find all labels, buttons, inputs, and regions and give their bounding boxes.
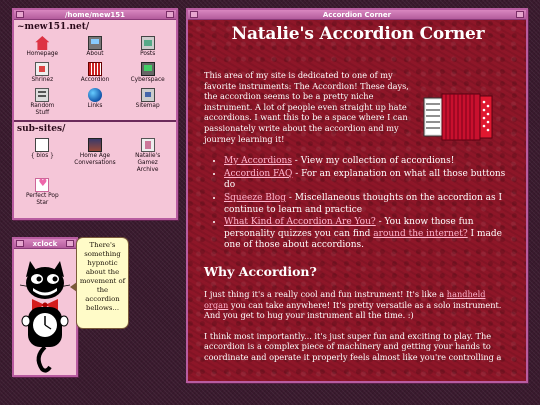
shortcut-links[interactable]: [69, 88, 122, 117]
shortcut-label: Cyberspace: [130, 77, 165, 83]
shortcut-random-stuff[interactable]: [16, 88, 69, 117]
xclock-body: [14, 249, 76, 375]
shortcut-label: Random Stuff: [30, 103, 55, 116]
shortcut-label: Sitemap: [135, 103, 160, 109]
posts-icon: [141, 36, 155, 50]
list-item: [224, 193, 512, 216]
shortcut-posts[interactable]: [121, 36, 174, 58]
window-maximize-button[interactable]: [66, 240, 74, 247]
subsite-icon-grid: [14, 136, 176, 206]
shortcut-about[interactable]: [69, 36, 122, 58]
window-maximize-button[interactable]: [166, 11, 174, 18]
shortcut-cyberspace[interactable]: [121, 62, 174, 84]
around-the-internet-link[interactable]: around the internet?: [373, 228, 468, 239]
window-menu-button[interactable]: [190, 11, 198, 18]
list-item: [224, 169, 512, 192]
list-item-text: I made one of those about accordions.: [224, 228, 502, 251]
list-item: [224, 156, 512, 168]
intro-paragraph: This area of my site is dedicated to one of my favorite instruments: The Accordion! These days, the accordion seems to be a pretty niche instrument. A lot of people even straight up hate accordions. I want this to be a space where I can passionately write about the accordion and my journey learning it!: [204, 70, 409, 144]
home-age-icon: [88, 138, 102, 152]
shrine-icon: [35, 62, 49, 76]
main-window-title: Accordion Corner: [322, 11, 392, 19]
cat-clock-icon: [16, 255, 74, 375]
accordion-links-list: [224, 156, 512, 252]
shortcut-bios[interactable]: [16, 138, 69, 174]
xclock-title: xclock: [32, 240, 58, 248]
why-paragraph-1: [204, 289, 512, 321]
shortcut-label: { bios }: [30, 153, 54, 159]
speech-bubble: There's something hypnotic about the movement of the accordion bellows...: [76, 237, 129, 329]
window-menu-button[interactable]: [16, 240, 24, 247]
computer-icon: [88, 36, 102, 50]
window-maximize-button[interactable]: [516, 11, 524, 18]
shortcut-label: Shrinez: [31, 77, 54, 83]
main-content[interactable]: [188, 20, 526, 381]
section-heading-home: ~mew151.net/: [17, 22, 90, 32]
section-heading-subsites: sub-sites/: [17, 124, 66, 134]
list-item-text: - You know those fun personality quizzes you can find: [224, 217, 474, 239]
list-item-text: - For an explanation on what all those buttons do: [224, 168, 506, 191]
shortcut-homepage[interactable]: [16, 36, 69, 58]
why-accordion-heading: Why Accordion?: [204, 263, 317, 279]
squeeze-blog-link[interactable]: Squeeze Blog: [224, 192, 286, 203]
files-window: [12, 8, 178, 220]
paragraph-text: I just thing it's a really cool and fun instrument! It's like a: [204, 288, 447, 299]
intro-section: [204, 70, 512, 144]
page-title: Natalie's Accordion Corner: [231, 24, 485, 44]
list-item: [224, 217, 512, 252]
accordion-image: [422, 88, 494, 144]
home-icon: [35, 36, 49, 50]
accordion-icon: [88, 62, 102, 76]
archive-icon: [141, 138, 155, 152]
accordion-faq-link[interactable]: Accordion FAQ: [224, 168, 293, 179]
shortcut-label: Perfect Pop Star: [25, 193, 59, 206]
shortcut-sitemap[interactable]: [121, 88, 174, 117]
home-icon-grid: [14, 34, 176, 119]
files-window-title: /home/mew151: [64, 11, 126, 19]
why-paragraph-2: I think most importantly... it's just super fun and exciting to play. The accordion is a complex piece of machinery and getting your hands to coordinate and operate it properly feels almost like you're controlling a: [204, 330, 502, 362]
list-item-text: - View my collection of accordions!: [291, 156, 455, 167]
shortcut-home-age[interactable]: [69, 138, 122, 174]
main-window-titlebar[interactable]: [188, 10, 526, 20]
shortcut-label: About: [86, 51, 104, 57]
shortcut-label: Homepage: [26, 51, 59, 57]
shortcut-shrinez[interactable]: [16, 62, 69, 84]
globe-icon: [88, 88, 102, 102]
cyberspace-icon: [141, 62, 155, 76]
heart-icon: [35, 178, 49, 192]
paragraph-text: you can take anywhere! It's pretty versatile as a solo instrument. And you get to hug your instrument all the time. :): [204, 299, 502, 321]
main-window: [186, 8, 528, 383]
shortcut-gamez-archive[interactable]: [121, 138, 174, 174]
shortcut-label: Natalie's Gamez Archive: [135, 153, 161, 173]
shortcut-label: Links: [87, 103, 103, 109]
xclock-window: [12, 237, 78, 377]
shortcut-label: Home Age Conversations: [74, 153, 116, 166]
files-window-titlebar[interactable]: [14, 10, 176, 20]
list-item-text: - Miscellaneous thoughts on the accordion as I continue to learn and practice: [224, 192, 503, 215]
bios-icon: [35, 138, 49, 152]
my-accordions-link[interactable]: My Accordions: [224, 156, 292, 167]
xclock-titlebar[interactable]: [14, 239, 76, 249]
random-icon: [35, 88, 49, 102]
shortcut-label: Posts: [140, 51, 156, 57]
accordion-quiz-link[interactable]: What Kind of Accordion Are You?: [224, 217, 376, 228]
shortcut-accordion[interactable]: [69, 62, 122, 84]
window-menu-button[interactable]: [16, 11, 24, 18]
shortcut-label: Accordion: [80, 77, 110, 83]
shortcut-perfect-pop-star[interactable]: [16, 178, 69, 206]
handheld-organ-link[interactable]: handheld organ: [204, 288, 486, 310]
sitemap-icon: [141, 88, 155, 102]
